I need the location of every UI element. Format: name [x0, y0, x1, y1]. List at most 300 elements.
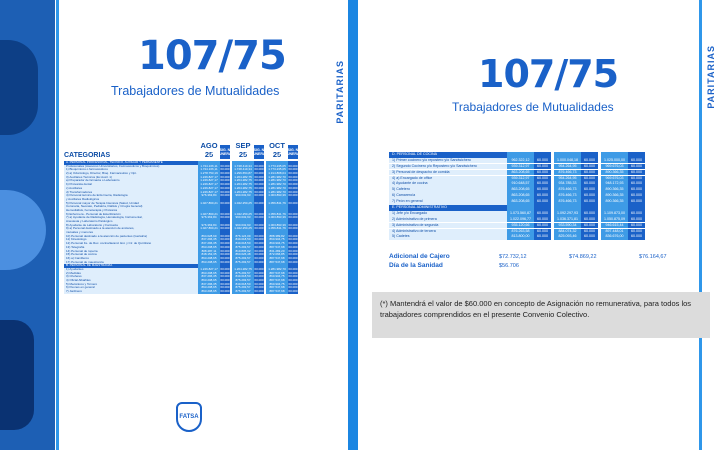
- salary-cell: 1.264.282,75: [232, 176, 254, 180]
- bonus-cell: 60.000: [254, 175, 264, 179]
- salary-cell: 888.389,82: [266, 235, 288, 239]
- bonus-cell: 60.000: [628, 170, 645, 176]
- salary-cell: 849.018,50: [232, 238, 254, 242]
- bonus-cell: 60.000: [220, 234, 230, 238]
- bonus-cell: 60.000: [288, 179, 298, 183]
- bonus-cell: 60.000: [288, 190, 298, 194]
- salary-cell: 1.278.753,19: [198, 172, 220, 176]
- salary-cell: 837.296,35: [198, 275, 220, 279]
- category-cell: 8) Ayudante de Laboratorio y Farmacia: [64, 224, 198, 228]
- bonus-cell: 60.000: [220, 227, 230, 231]
- bonus-cell: 60.000: [534, 217, 551, 223]
- bonus-cell: 60.000: [534, 229, 551, 235]
- stripe: [699, 0, 702, 450]
- table-row: [389, 217, 689, 223]
- category-cell: 2) a) Odontólogo, Director, Bioq. Farmacéutico y Ópt.: [64, 172, 198, 176]
- category-cell: 6) Camarero/a: [389, 193, 507, 199]
- salary-cell: 1.773.235,05: [266, 165, 288, 169]
- salary-cell: 1.281.982,70: [266, 187, 288, 191]
- salary-cell: 1.050.875,09: [601, 217, 628, 223]
- page-title: 107/75: [478, 52, 619, 96]
- salary-cell: 860.904,75: [266, 238, 288, 242]
- bonus-cell: 60.000: [220, 216, 230, 220]
- salary-cell: 863.208,65: [198, 272, 220, 276]
- category-cell: 7) Peón en general: [389, 199, 507, 205]
- bonus-cell: 60.000: [254, 279, 264, 282]
- table-body: [389, 152, 689, 240]
- salary-cell: 962.322,12: [507, 158, 534, 164]
- category-cell: 5) Personal mayor de Terapia Intensiva (Salud, Unidad: [64, 202, 198, 206]
- bonus-cell: 60.000: [288, 168, 298, 172]
- salary-cell: 933.590,34: [554, 223, 581, 229]
- extra-value: $74.869,22: [569, 253, 597, 260]
- salary-cell: 863.208,65: [198, 290, 220, 294]
- bonus-cell: 60.000: [220, 242, 230, 246]
- bonus-cell: 60.000: [254, 253, 264, 257]
- salary-cell: 1.773.235,05: [266, 168, 288, 172]
- bonus-cell: 60.000: [628, 176, 645, 182]
- extra-label: Adicional de Cajero: [389, 253, 450, 260]
- table-row: [389, 193, 689, 199]
- salary-cell: 1.246.827,17: [198, 183, 220, 187]
- bonus-cell: 60.000: [254, 183, 264, 187]
- salary-cell: [507, 152, 534, 158]
- salary-cell: 939.312,97: [507, 164, 534, 170]
- col-oct-bonus: ASIG. NO REMUNERATIVA: [288, 145, 298, 159]
- salary-cell: 1.314.808,04: [266, 172, 288, 176]
- salary-table: [389, 152, 689, 240]
- category-cell: 11) Kinesiólogo: [64, 238, 198, 242]
- table-row: [389, 223, 689, 229]
- bonus-cell: 60.000: [254, 201, 264, 205]
- bonus-cell: 60.000: [254, 172, 264, 176]
- salary-cell: 887.547,68: [266, 272, 288, 276]
- salary-cell: 860.904,75: [266, 242, 288, 246]
- salary-cell: 837.296,35: [198, 238, 220, 242]
- bonus-cell: 60.000: [254, 234, 264, 238]
- bonus-cell: 60.000: [220, 290, 230, 294]
- salary-cell: 876.263,58: [507, 229, 534, 235]
- left-page: [0, 0, 358, 450]
- salary-cell: 825.093,46: [554, 234, 581, 240]
- bonus-cell: 60.000: [534, 223, 551, 229]
- bonus-cell: 60.000: [220, 249, 230, 253]
- bonus-cell: 60.000: [628, 211, 645, 217]
- col-sep-bonus: ASIG. NO REMUNERATIVA: [254, 145, 264, 159]
- category-cell: 2) Segundo Cocinero y/o Repostero y/o Sandwichero: [389, 164, 507, 170]
- bonus-cell: 60.000: [288, 194, 298, 198]
- bonus-cell: 60.000: [628, 193, 645, 199]
- category-cell: d) Transformadores: [64, 191, 198, 195]
- bonus-cell: 60.000: [534, 158, 551, 164]
- salary-cell: 890.366,35: [601, 199, 628, 205]
- bonus-cell: 60.000: [581, 170, 598, 176]
- section-row: [389, 205, 689, 211]
- side-label: PARITARIAS: [335, 60, 345, 124]
- bonus-cell: 60.000: [254, 227, 264, 231]
- page-divider: [348, 0, 358, 450]
- category-cell: 3) Choferes: [64, 275, 198, 279]
- salary-cell: 848.152,35: [198, 253, 220, 257]
- salary-cell: 863.208,65: [507, 199, 534, 205]
- category-cell: 4) Administrativo de tercera: [389, 229, 507, 235]
- salary-cell: 1.027.860,21: [198, 227, 220, 231]
- salary-cell: 887.547,68: [266, 290, 288, 294]
- table-row: [389, 170, 689, 176]
- bonus-cell: 60.000: [254, 256, 264, 260]
- bonus-cell: 60.000: [288, 290, 298, 294]
- decoration-shape: [0, 320, 34, 430]
- bonus-cell: 60.000: [254, 245, 264, 249]
- bonus-cell: 60.000: [534, 181, 551, 187]
- bonus-cell: 60.000: [220, 223, 230, 227]
- salary-cell: 875.293,57: [232, 286, 254, 290]
- salary-cell: 876.124,09: [232, 235, 254, 239]
- salary-cell: 1.264.282,75: [232, 179, 254, 183]
- salary-cell: 890.366,35: [601, 187, 628, 193]
- salary-cell: 875.293,57: [232, 272, 254, 276]
- table-row: [389, 211, 689, 217]
- bonus-cell: 60.000: [220, 201, 230, 205]
- salary-cell: 872.066,85: [266, 253, 288, 257]
- salary-cell: 969.676,03: [601, 164, 628, 170]
- bonus-cell: 60.000: [254, 267, 264, 271]
- salary-cell: 876.466,73: [554, 187, 581, 193]
- page-subtitle: Trabajadores de Mutualidades: [452, 100, 614, 114]
- bonus-cell: 60.000: [288, 212, 298, 216]
- extra-value: $76.164,67: [639, 253, 667, 260]
- salary-cell: 976.363,84: [198, 216, 220, 220]
- salary-cell: 1.036.371,81: [554, 217, 581, 223]
- salary-cell: 1.246.827,17: [198, 176, 220, 180]
- salary-cell: 837.296,35: [198, 242, 220, 246]
- category-cell: 3) Administrativo de segunda: [389, 223, 507, 229]
- decoration-shape: [0, 40, 38, 135]
- bonus-cell: 60.000: [220, 271, 230, 275]
- salary-cell: 887.547,68: [266, 257, 288, 261]
- salary-cell: 875.293,57: [232, 257, 254, 261]
- salary-cell: [507, 205, 534, 211]
- salary-cell: 890.366,35: [601, 193, 628, 199]
- category-cell: 15) Personal de cocina: [64, 253, 198, 257]
- bonus-cell: 60.000: [288, 227, 298, 231]
- bonus-cell: 60.000: [254, 275, 264, 279]
- category-cell: 5) Cadetes: [389, 234, 507, 240]
- salary-cell: 849.018,50: [232, 242, 254, 246]
- salary-cell: 1.264.282,75: [232, 187, 254, 191]
- salary-cell: 813.800,00: [507, 234, 534, 240]
- salary-cell: 969.676,03: [601, 176, 628, 182]
- bonus-cell: 60.000: [581, 158, 598, 164]
- bonus-cell: 60.000: [288, 245, 298, 249]
- category-cell: Anestesia y Laboratorio Patológico: [64, 220, 198, 224]
- salary-cell: 935.120,66: [507, 223, 534, 229]
- salary-cell: 1.296.654,87: [232, 172, 254, 176]
- salary-cell: 849.018,50: [232, 275, 254, 279]
- union-logo: FATSA: [176, 402, 202, 432]
- salary-cell: 884.074,32: [554, 229, 581, 235]
- bonus-cell: 60.000: [254, 190, 264, 194]
- salary-cell: 863.208,65: [198, 261, 220, 265]
- salary-cell: 1.748.419,34: [232, 165, 254, 169]
- table-row: [389, 164, 689, 170]
- bonus-cell: 60.000: [288, 253, 298, 257]
- category-cell: 6) Peones en general: [64, 286, 198, 290]
- salary-cell: 910.648,57: [507, 181, 534, 187]
- bonus-cell: 60.000: [534, 234, 551, 240]
- bonus-cell: [534, 152, 551, 158]
- category-cell: 10) Personal destinado a la atención de pacientes (Geriatría): [64, 235, 198, 239]
- bonus-cell: 60.000: [254, 164, 264, 168]
- salary-cell: 990.032,93: [232, 216, 254, 220]
- bonus-cell: 60.000: [220, 260, 230, 264]
- category-cell: Hemodiálisis, hemoterapia y Protésica: [64, 209, 198, 213]
- table-row: [389, 181, 689, 187]
- category-cell: B. PERSONAL DE MAESTRANZA: [64, 264, 198, 268]
- salary-cell: 1.281.982,70: [266, 183, 288, 187]
- extras: [389, 252, 689, 270]
- category-cell: 4) Ayudante de cocina: [389, 181, 507, 187]
- bonus-cell: 60.000: [220, 194, 230, 198]
- bonus-cell: 60.000: [288, 183, 298, 187]
- category-cell: Profesionales (Asesores Universitarios, Farmacéuticos y Bioquímicos): [64, 165, 198, 169]
- category-cell: D. PERSONAL DE COCINA: [389, 152, 507, 158]
- table-row: [64, 290, 344, 294]
- category-cell: 14) Personal de ropería: [64, 250, 198, 254]
- bonus-cell: 60.000: [254, 282, 264, 286]
- salary-cell: 1.003.893,39: [266, 216, 288, 220]
- salary-cell: 876.466,73: [554, 170, 581, 176]
- salary-cell: 1.073.560,87: [507, 211, 534, 217]
- bonus-cell: 60.000: [581, 176, 598, 182]
- salary-cell: 1.748.419,34: [232, 168, 254, 172]
- section-row: [389, 152, 689, 158]
- bonus-cell: 60.000: [288, 186, 298, 190]
- salary-cell: 1.109.873,00: [601, 211, 628, 217]
- category-cell: 13) Telegrafía: [64, 246, 198, 250]
- salary-cell: 863.208,65: [507, 170, 534, 176]
- salary-cell: 1.056.841,76: [266, 202, 288, 206]
- table-row: [389, 176, 689, 182]
- category-cell: 6) Enfermera - Personal de Esterilización: [64, 213, 198, 217]
- salary-cell: [601, 152, 628, 158]
- bonus-cell: 60.000: [254, 249, 264, 253]
- bonus-cell: 60.000: [220, 253, 230, 257]
- bonus-cell: 60.000: [581, 223, 598, 229]
- salary-cell: 1.281.982,70: [266, 176, 288, 180]
- salary-cell: 1.027.860,21: [198, 202, 220, 206]
- salary-cell: 1.092.297,93: [554, 211, 581, 217]
- bonus-cell: 60.000: [288, 172, 298, 176]
- bonus-cell: 60.000: [534, 211, 551, 217]
- bonus-cell: 60.000: [288, 216, 298, 220]
- salary-cell: 1.000.048,18: [554, 158, 581, 164]
- bonus-cell: 60.000: [628, 158, 645, 164]
- category-cell: 5) Cafetero: [389, 187, 507, 193]
- bonus-cell: 60.000: [254, 194, 264, 198]
- bonus-cell: 60.000: [220, 183, 230, 187]
- bonus-cell: 60.000: [288, 256, 298, 260]
- bonus-cell: 60.000: [581, 217, 598, 223]
- col-aug: AGO 25: [200, 141, 218, 159]
- category-cell: 1) Jefe y/o Encargado: [389, 211, 507, 217]
- salary-cell: 875.293,57: [232, 290, 254, 294]
- salary-cell: 831.283,20: [266, 250, 288, 254]
- salary-cell: 860.026,48: [232, 253, 254, 257]
- bonus-cell: 60.000: [220, 179, 230, 183]
- salary-cell: 990.032,93: [232, 224, 254, 228]
- bonus-cell: 60.000: [628, 187, 645, 193]
- salary-cell: 863.208,65: [507, 193, 534, 199]
- bonus-cell: 60.000: [581, 199, 598, 205]
- bonus-cell: 60.000: [288, 249, 298, 253]
- bonus-cell: [581, 205, 598, 211]
- salary-cell: 1.724.166,11: [198, 165, 220, 169]
- category-cell: 2) Administrativo de primera: [389, 217, 507, 223]
- bonus-cell: 60.000: [288, 164, 298, 168]
- category-cell: Coronaria, Neonato, Pediatría, Diálisis y Cirugía General): [64, 205, 198, 209]
- page-subtitle: Trabajadores de Mutualidades: [111, 84, 280, 98]
- bonus-cell: 60.000: [581, 164, 598, 170]
- bonus-cell: 60.000: [534, 164, 551, 170]
- salary-cell: 864.028,69: [198, 235, 220, 239]
- col-aug-bonus: ASIG. NO REMUNERATIVA: [220, 145, 230, 159]
- bonus-cell: 60.000: [254, 186, 264, 190]
- salary-cell: 1.246.827,17: [198, 187, 220, 191]
- bonus-cell: 60.000: [581, 187, 598, 193]
- salary-cell: 954.264,95: [554, 164, 581, 170]
- bonus-cell: 60.000: [220, 175, 230, 179]
- bonus-cell: 60.000: [628, 217, 645, 223]
- extra-row: [389, 261, 689, 270]
- salary-cell: 876.466,73: [554, 199, 581, 205]
- salary-cell: [554, 152, 581, 158]
- table-row: [389, 158, 689, 164]
- extra-label: Día de la Sanidad: [389, 262, 443, 269]
- salary-cell: 1.003.893,39: [266, 194, 288, 198]
- extra-value: $72.732,12: [499, 253, 527, 260]
- category-cell: 4) Oficial Albañiles: [64, 279, 198, 283]
- bonus-cell: 60.000: [628, 164, 645, 170]
- bonus-cell: 60.000: [628, 181, 645, 187]
- salary-cell: 946.615,44: [601, 223, 628, 229]
- salary-cell: 1.042.250,25: [232, 227, 254, 231]
- bonus-cell: 60.000: [288, 282, 298, 286]
- category-cell: 17) Personal de maestranza: [64, 261, 198, 265]
- footnote: (*) Mantendrá el valor de $60.000 en concepto de Asignación no remunerativa, para todos los trabajadores comprendidos en el presente Convenio Colectivo.: [372, 292, 710, 338]
- bonus-cell: 60.000: [254, 179, 264, 183]
- salary-cell: 897.448,01: [601, 229, 628, 235]
- salary-cell: 1.027.860,21: [198, 213, 220, 217]
- bonus-cell: 60.000: [220, 267, 230, 271]
- salary-cell: 819.805,92: [232, 250, 254, 254]
- salary-cell: 875.293,57: [232, 246, 254, 250]
- bonus-cell: 60.000: [254, 212, 264, 216]
- salary-cell: 890.366,35: [601, 170, 628, 176]
- salary-cell: 1.022.096,77: [507, 217, 534, 223]
- bonus-cell: 60.000: [220, 172, 230, 176]
- category-cell: c) Auxiliares: [64, 187, 198, 191]
- bonus-cell: 60.000: [628, 199, 645, 205]
- category-cell: mutuales y menores: [64, 231, 198, 235]
- bonus-cell: 60.000: [254, 223, 264, 227]
- salary-cell: 875.293,57: [232, 261, 254, 265]
- salary-cell: 849.018,50: [232, 283, 254, 287]
- category-cell: 3) Personal de despacho de comida: [389, 170, 507, 176]
- table-row: [389, 199, 689, 205]
- category-cell: 1) Bioquímicos o farmacéuticos: [64, 168, 198, 172]
- bonus-cell: 60.000: [581, 181, 598, 187]
- salary-cell: 876.466,73: [554, 193, 581, 199]
- salary-cell: [554, 205, 581, 211]
- bonus-cell: 60.000: [288, 234, 298, 238]
- salary-cell: 1.281.982,70: [266, 179, 288, 183]
- bonus-cell: 60.000: [288, 175, 298, 179]
- salary-cell: 1.281.982,70: [266, 191, 288, 195]
- bonus-cell: 60.000: [628, 229, 645, 235]
- bonus-cell: [581, 152, 598, 158]
- bonus-cell: 60.000: [581, 193, 598, 199]
- category-cell: 7) a) Ayudante de Radiología, Hematología, Instrumental,: [64, 216, 198, 220]
- salary-cell: 1.025.000,00: [601, 158, 628, 164]
- salary-cell: 1.264.282,75: [232, 191, 254, 195]
- bonus-cell: 60.000: [628, 223, 645, 229]
- salary-cell: 875.293,57: [232, 279, 254, 283]
- bonus-cell: 60.000: [254, 260, 264, 264]
- salary-cell: 887.547,68: [266, 286, 288, 290]
- bonus-cell: 60.000: [220, 168, 230, 172]
- bonus-cell: 60.000: [220, 256, 230, 260]
- bonus-cell: 60.000: [288, 275, 298, 279]
- salary-cell: 1.003.893,39: [266, 224, 288, 228]
- bonus-cell: 60.000: [254, 271, 264, 275]
- salary-cell: 1.246.827,17: [198, 179, 220, 183]
- bonus-cell: 60.000: [220, 190, 230, 194]
- salary-cell: 887.547,68: [266, 246, 288, 250]
- bonus-cell: 60.000: [534, 170, 551, 176]
- stripe: [56, 0, 59, 450]
- bonus-cell: 60.000: [254, 216, 264, 220]
- salary-cell: 860.904,75: [266, 275, 288, 279]
- col-category: CATEGORIAS: [64, 152, 111, 159]
- bonus-cell: 60.000: [581, 211, 598, 217]
- bonus-cell: 60.000: [220, 282, 230, 286]
- table-body: [64, 161, 344, 294]
- bonus-cell: 60.000: [288, 279, 298, 282]
- salary-cell: [601, 205, 628, 211]
- category-cell: 2) Medidas: [64, 272, 198, 276]
- salary-cell: 1.264.282,75: [232, 268, 254, 272]
- category-cell: 4) Personal técnico de Enfermería, Radiología: [64, 194, 198, 198]
- page-title: 107/75: [138, 33, 286, 79]
- table-row: [389, 229, 689, 235]
- bonus-cell: 60.000: [254, 168, 264, 172]
- salary-cell: 887.547,68: [266, 279, 288, 283]
- salary-cell: 934.785,33: [554, 181, 581, 187]
- salary-cell: 990.032,93: [232, 194, 254, 198]
- salary-cell: 976.363,84: [198, 194, 220, 198]
- bonus-cell: 60.000: [220, 245, 230, 249]
- salary-cell: 887.547,68: [266, 261, 288, 265]
- bonus-cell: 60.000: [220, 186, 230, 190]
- salary-cell: 939.312,97: [507, 176, 534, 182]
- category-cell: 16) a) Camilleros: [64, 257, 198, 261]
- category-cell: b) Protesista dental: [64, 183, 198, 187]
- bonus-cell: 60.000: [534, 193, 551, 199]
- col-sep: SEP 25: [235, 141, 251, 159]
- bonus-cell: [628, 152, 645, 158]
- salary-cell: 863.208,65: [198, 286, 220, 290]
